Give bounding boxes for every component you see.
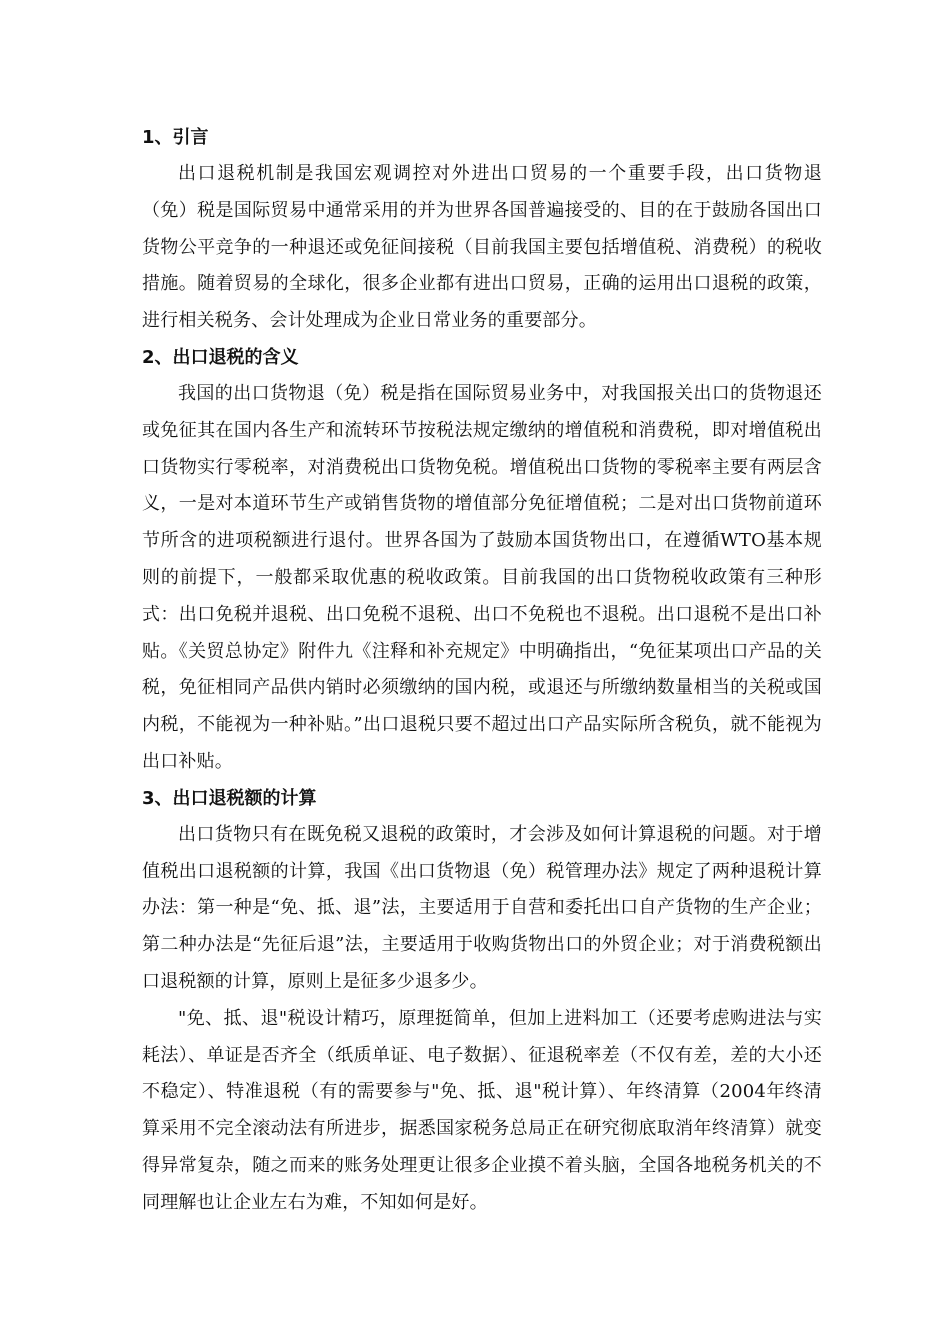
- section-heading: 1、引言: [142, 127, 209, 148]
- paragraph: 我国的出口货物退（免）税是指在国际贸易业务中，对我国报关出口的货物退还或免征其在国内各生产和流转环节按税法规定缴纳的增值税和消费税，即对增值税出口货物实行零税率，对消费税出口货物免税。增值税出口货物的零税率主要有两层含义，一是对本道环节生产或销售货物的增值部分免征增值税；二是对出口货物前道环节所含的进项税额进行退付。世界各国为了鼓励本国货物出口，在遵循WTO基本规则的前提下，一般都采取优惠的税收政策。目前我国的出口货物税收政策有三种形式：出口免税并退税、出口免税不退税、出口不免税也不退税。出口退税不是出口补贴。《关贸总协定》附件九《注释和补充规定》中明确指出，“免征某项出口产品的关税，免征相同产品供内销时必须缴纳的国内税，或退还与所缴纳数量相当的关税或国内税，不能视为一种补贴。”出口退税只要不超过出口产品实际所含税负，就不能视为出口补贴。: [142, 382, 822, 772]
- document-body: [142, 120, 822, 1222]
- section-heading: 3、出口退税额的计算: [142, 787, 317, 809]
- paragraph: 出口货物只有在既免税又退税的政策时，才会涉及如何计算退税的问题。对于增值税出口退税额的计算，我国《出口货物退（免）税管理办法》规定了两种退税计算办法：第一种是“免、抵、退”法，主要适用于自营和委托出口自产货物的生产企业；第二种办法是“先征后退”法，主要适用于收购货物出口的外贸企业；对于消费税额出口退税额的计算，原则上是征多少退多少。: [142, 823, 822, 992]
- paragraph: "免、抵、退"税设计精巧，原理挺简单，但加上进料加工（还要考虑购进法与实耗法）、单证是否齐全（纸质单证、电子数据）、征退税率差（不仅有差，差的大小还不稳定）、特准退税（有的需要参与"免、抵、退"税计算）、年终清算（2004年终清算采用不完全滚动法有所进步，据悉国家税务总局正在研究彻底取消年终清算）就变得异常复杂，随之而来的账务处理更让很多企业摸不着头脑，全国各地税务机关的不同理解也让企业左右为难，不知如何是好。: [142, 1007, 822, 1213]
- paragraph: 出口退税机制是我国宏观调控对外进出口贸易的一个重要手段，出口货物退（免）税是国际贸易中通常采用的并为世界各国普遍接受的、目的在于鼓励各国出口货物公平竞争的一种退还或免征间接税（目前我国主要包括增值税、消费税）的税收措施。随着贸易的全球化，很多企业都有进出口贸易，正确的运用出口退税的政策，进行相关税务、会计处理成为企业日常业务的重要部分。: [142, 163, 822, 332]
- section-calculation: [142, 781, 822, 1222]
- section-definition: [142, 340, 822, 781]
- section-introduction: [142, 120, 822, 340]
- section-heading: 2、出口退税的含义: [142, 346, 299, 368]
